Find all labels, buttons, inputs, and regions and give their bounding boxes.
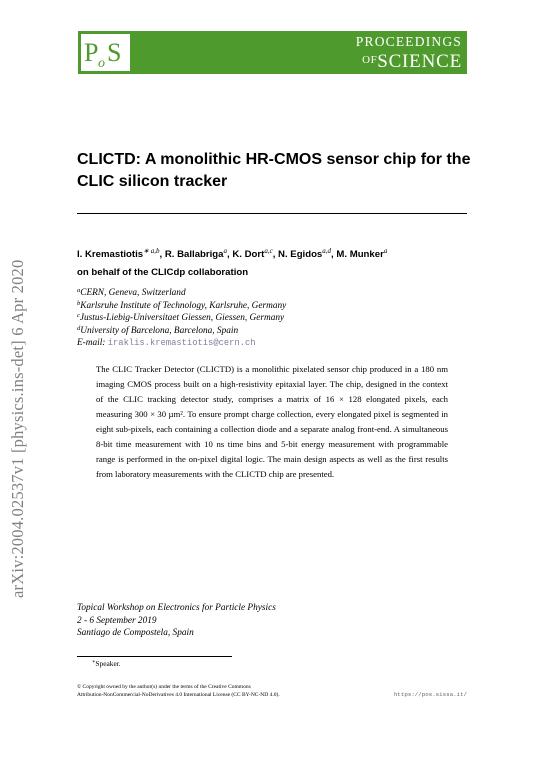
- author-affiliation-mark: a,d: [322, 247, 332, 255]
- author-separator: ,: [272, 249, 279, 260]
- svg-text:S: S: [107, 38, 122, 67]
- affiliation-item: [77, 325, 477, 338]
- author-affiliation-mark: a: [383, 247, 388, 255]
- proceedings-of-science-logo: [356, 35, 462, 71]
- logo-line-proceedings: PROCEEDINGS: [355, 34, 462, 49]
- affiliation-text: CERN, Geneva, Switzerland: [80, 288, 186, 298]
- logo-of: OF: [362, 53, 378, 66]
- copyright-line: © Copyright owned by the author(s) under the terms of the Creative Commons: [77, 684, 251, 690]
- arxiv-identifier: arXiv:2004.02537v1 [physics.ins-det] 6 Apr 2020: [8, 259, 27, 598]
- title-rule: [77, 213, 467, 214]
- conference-dates: 2 - 6 September 2019: [77, 615, 157, 626]
- email-label: E-mail:: [77, 338, 106, 349]
- copyright-line: Attribution-NonCommercial-NoDerivatives 4.0 International License (CC BY-NC-ND 4.0).: [77, 692, 280, 698]
- svg-text:o: o: [98, 56, 105, 71]
- author-name: K. Dort: [232, 249, 265, 260]
- svg-text:P: P: [84, 38, 99, 67]
- affiliation-item: [77, 287, 477, 300]
- author-list: [77, 248, 477, 262]
- author-separator: ,: [331, 249, 337, 260]
- abstract: The CLIC Tracker Detector (CLICTD) is a monolithic pixelated sensor chip produced in a 180 nm imaging CMOS process built on a high-resistivity epitaxial layer. The chip, designed in the context of the CLIC tracking detector study, comprises a matrix of 16 × 128 elongated pixels, each measuring 300 × 30 µm². To ensure prompt charge collection, every elongated pixel is segmented in eight sub-pixels, each containing a collection diode and a separate analog front-end. A simultaneous 8-bit time measurement with 10 ns time bins and 5-bit energy measurement with programmable range is performed in the on-pixel digital logic. The main design aspects as well as the first results from laboratory measurements with the CLICTD chip are presented.: [96, 364, 448, 479]
- copyright-notice: [77, 683, 280, 699]
- affiliation-text: University of Barcelona, Barcelona, Spain: [80, 325, 239, 336]
- email-link[interactable]: iraklis.kremastiotis@cern.ch: [107, 338, 256, 349]
- affiliation-text: Karlsruhe Institute of Technology, Karlsruhe, Germany: [80, 300, 287, 311]
- footnote-rule: [77, 656, 232, 657]
- footnote: [92, 659, 121, 669]
- author-name: N. Egidos: [278, 249, 323, 260]
- affiliation-item: [77, 312, 477, 325]
- affiliation-item: [77, 300, 477, 313]
- conference-location: Santiago de Compostela, Spain: [77, 628, 194, 639]
- author-affiliation-mark: a,c: [264, 247, 273, 255]
- author-name: I. Kremastiotis: [77, 249, 144, 260]
- pos-logo-icon: [81, 34, 130, 71]
- author-affiliation-mark: ∗ a,b: [143, 247, 160, 255]
- affiliation-mark: b: [77, 299, 81, 307]
- affiliation-mark: a: [77, 287, 81, 294]
- footnote-mark: ∗: [92, 660, 96, 665]
- author-separator: ,: [159, 249, 165, 260]
- collaboration-line: on behalf of the CLICdp collaboration: [77, 267, 249, 278]
- logo-line-science: [356, 52, 462, 71]
- footnote-text: Speaker.: [95, 659, 121, 668]
- author-affiliation-mark: a: [223, 247, 227, 255]
- conference-name: Topical Workshop on Electronics for Particle Physics: [77, 603, 276, 613]
- author-name: M. Munker: [336, 249, 384, 260]
- affiliation-list: [77, 287, 477, 350]
- paper-title: CLICTD: A monolithic HR-CMOS sensor chip for the CLIC silicon tracker: [77, 151, 471, 190]
- affiliation-mark: d: [77, 324, 81, 332]
- affiliation-mark: c: [77, 312, 80, 320]
- logo-science-word: SCIENCE: [377, 50, 462, 72]
- author-name: R. Ballabriga: [164, 249, 224, 260]
- affiliation-text: Justus-Liebig-Universitaet Giessen, Giessen, Germany: [79, 313, 285, 324]
- email-line: [77, 337, 477, 350]
- author-separator: ,: [227, 249, 233, 260]
- conference-info: [77, 602, 276, 640]
- pos-url-link[interactable]: https://pos.sissa.it/: [393, 691, 467, 698]
- pos-logo-banner: [78, 31, 467, 74]
